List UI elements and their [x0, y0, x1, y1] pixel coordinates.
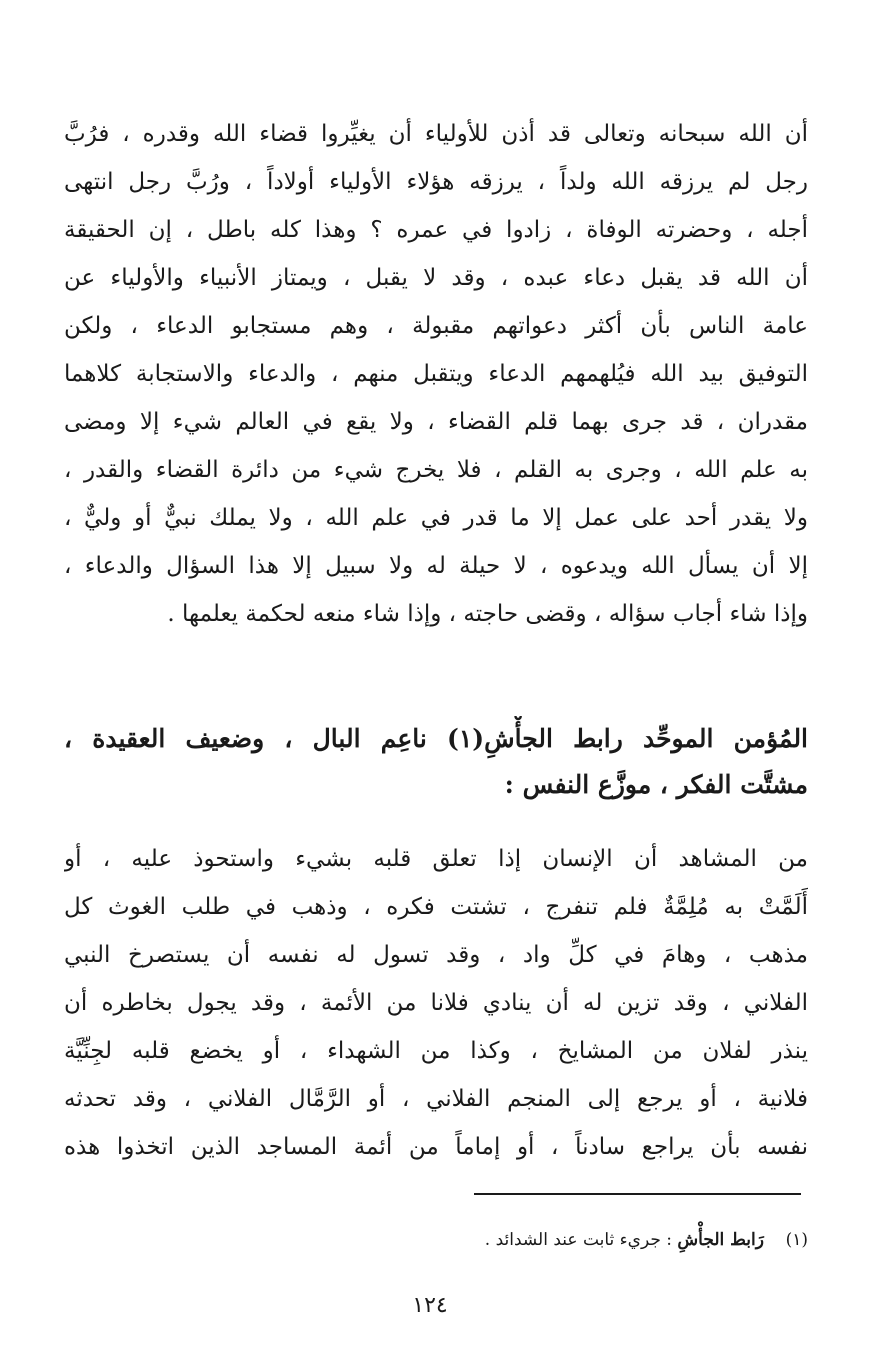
- footnote-definition: : جريء ثابت عند الشدائد .: [484, 1230, 673, 1250]
- section-heading: [64, 716, 808, 808]
- footnote: [300, 1226, 808, 1254]
- text-line: إلا أن يسأل الله ويدعوه ، لا حيلة له ولا سبيل إلا هذا السؤال والدعاء ،: [64, 553, 808, 579]
- heading-line: مشتَّت الفكر ، موزَّع النفس :: [504, 770, 808, 799]
- text-line: به علم الله ، وجرى به القلم ، فلا يخرج شيء من دائرة القضاء والقدر ،: [64, 457, 808, 483]
- text-line: مقدران ، قد جرى بهما قلم القضاء ، ولا يقع في العالم شيء إلا ومضى: [64, 409, 808, 435]
- text-line: ولا يقدر أحد على عمل إلا ما قدر في علم الله ، ولا يملك نبيٌّ أو وليٌّ ،: [64, 505, 808, 531]
- text-line: أجله ، وحضرته الوفاة ، زادوا في عمره ؟ وهذا كله باطل ، إن الحقيقة: [64, 217, 808, 243]
- text-line: نفسه بأن يراجع سادناً ، أو إماماً من أئمة المساجد الذين اتخذوا هذه: [64, 1134, 808, 1160]
- text-line: فلانية ، أو يرجع إلى المنجم الفلاني ، أو الرَّمَّال الفلاني ، وقد تحدثه: [64, 1086, 808, 1112]
- text-line: أَلَمَّتْ به مُلِمَّةٌ فلم تنفرج ، تشتت فكره ، وذهب في طلب الغوث كل: [64, 894, 808, 920]
- text-line: الفلاني ، وقد تزين له أن ينادي فلانا من الأئمة ، وقد يجول بخاطره أن: [64, 990, 808, 1016]
- text-line: التوفيق بيد الله فيُلهمهم الدعاء ويتقبل منهم ، والدعاء والاستجابة كلاهما: [64, 361, 808, 387]
- text-line: مذهب ، وهامَ في كلِّ واد ، وقد تسول له نفسه أن يستصرخ النبي: [64, 942, 808, 968]
- body-paragraph-2: [64, 835, 808, 1171]
- body-paragraph-1: [64, 110, 808, 638]
- text-line: أن الله سبحانه وتعالى قد أذن للأولياء أن يغيِّروا قضاء الله وقدره ، فرُبَّ: [64, 121, 808, 147]
- text-line: رجل لم يرزقه الله ولداً ، يرزقه هؤلاء الأولياء أولاداً ، ورُبَّ رجل انتهى: [64, 169, 808, 195]
- text-line: عامة الناس بأن أكثر دعواتهم مقبولة ، وهم مستجابو الدعاء ، ولكن: [64, 313, 808, 339]
- heading-line: المُؤمن الموحِّد رابط الجأْشِ(١) ناعِم البال ، وضعيف العقيدة ،: [64, 724, 808, 753]
- text-line: ينذر لفلان من المشايخ ، وكذا من الشهداء ، أو يخضع قلبه لجِنِّيَّة: [64, 1038, 808, 1064]
- text-line: وإذا شاء أجاب سؤاله ، وقضى حاجته ، وإذا شاء منعه لحكمة يعلمها .: [167, 601, 808, 627]
- text-line: من المشاهد أن الإنسان إذا تعلق قلبه بشيء واستحوذ عليه ، أو: [64, 846, 808, 872]
- footnote-term: رَابط الجأْشِ: [677, 1230, 764, 1250]
- footnote-marker: (١): [785, 1230, 808, 1250]
- footnote-divider: [474, 1193, 801, 1195]
- text-line: أن الله قد يقبل دعاء عبده ، وقد لا يقبل ، ويمتاز الأنبياء والأولياء عن: [64, 265, 808, 291]
- page-number: ١٢٤: [412, 1293, 448, 1318]
